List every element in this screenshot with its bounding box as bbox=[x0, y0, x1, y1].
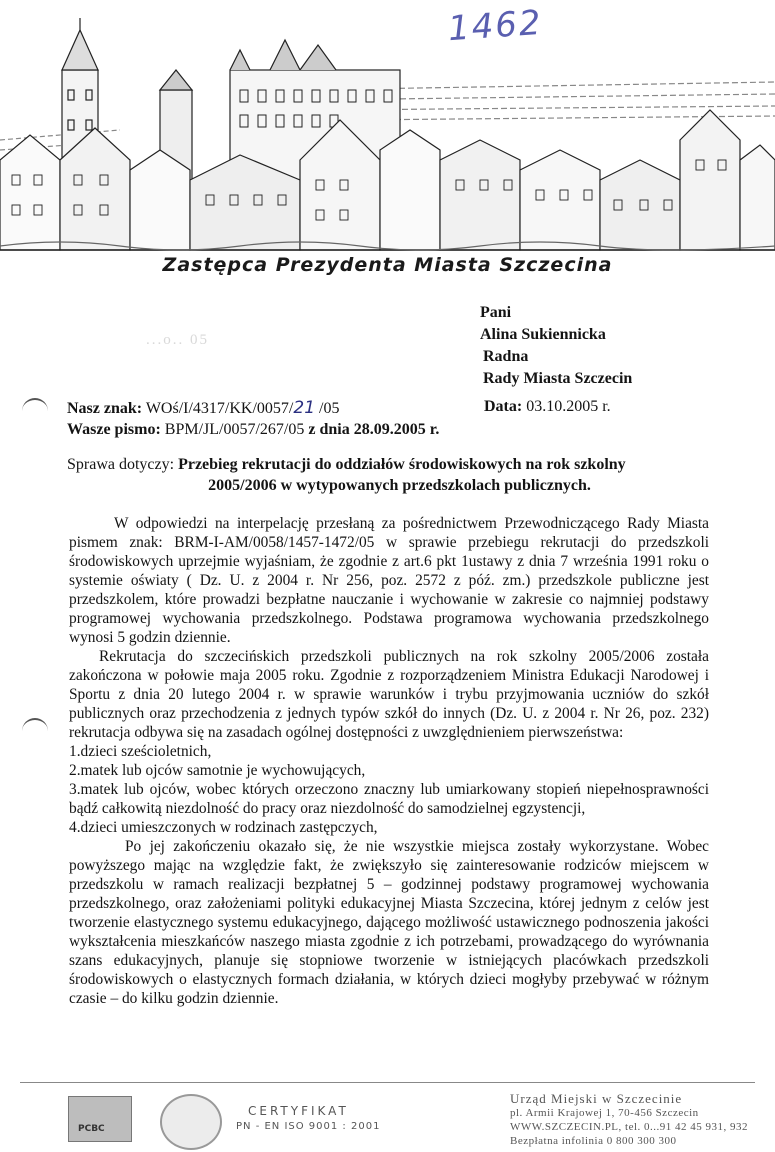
certificate-seal bbox=[160, 1094, 222, 1150]
address-line: WWW.SZCZECIN.PL, tel. 0...91 42 45 931, 932 bbox=[510, 1121, 749, 1133]
letter-date bbox=[484, 398, 611, 416]
recipient-block bbox=[480, 302, 632, 390]
certificate-title: CERTYFIKAT bbox=[248, 1104, 349, 1118]
recipient-line-4: Rady Miasta Szczecin bbox=[483, 370, 633, 387]
paragraph-3: Po jej zakończeniu okazało się, że nie wszystkie miejsca zostały wykorzystane. Wobec powyższego mając na względzie fakt, że zwiększyło się zainteresowanie rodziców miejscem w przedszkolu w ramach realizacji bezpłatnej 5 – godzinnej podstawy programowej wychowania przedszkolnego, oraz założeniami polityki edukacyjnej Miasta Szczecina, której jednym z celów jest tworzenie elastycznego systemu edukacyjnego, dającego możliwość ustawicznego podnoszenia jakości wykształcenia mieszkańców naszego miasta zgodnie z ich potrzebami, prowadzącego do wyrównania szans edukacyjnych, planuje się stopniowe tworzenie w istniejących placówkach przedszkoli środowiskowych o elastycznych formach działania, w których dzieci mogłyby przebywać w różnym czasie – do kilku godzin dziennie. bbox=[69, 838, 709, 1007]
your-reference-date-label: z dnia bbox=[308, 421, 350, 438]
your-reference-value: BPM/JL/0057/267/05 bbox=[164, 421, 305, 438]
our-reference-suffix: /05 bbox=[315, 400, 340, 417]
office-address bbox=[510, 1092, 748, 1148]
your-reference-date-value: 28.09.2005 r. bbox=[353, 421, 440, 438]
paragraph-1: W odpowiedzi na interpelację przesłaną za pośrednictwem Przewodniczącego Rady Miasta pismem znak: BRM-I-AM/0058/1457-1472/05 w sprawie przebiegu rekrutacji do przedszkoli środowiskowych uprzejmie wyjaśniam, że zgodnie z art.6 pkt 1ustawy z dnia 7 września 1991 roku o systemie oświaty ( Dz. U. z 2004 r. Nr 256, poz. 2572 z póź. zm.) przedszkole publiczne jest przedszkolem, które prowadzi bezpłatne nauczanie i wychowanie w zakresie co najmniej podstawy programowej wychowania przedszkolnego. Podstawa programowa wychowania przedszkolnego wynosi 5 godzin dziennie. bbox=[69, 515, 709, 646]
address-line: pl. Armii Krajowej 1, 70-456 Szczecin bbox=[510, 1107, 699, 1119]
letter-body bbox=[69, 514, 709, 1008]
reference-block bbox=[67, 398, 439, 440]
recipient-line-3: Radna bbox=[483, 348, 529, 365]
paragraph-2: Rekrutacja do szczecińskich przedszkoli publicznych na rok szkolny 2005/2006 została zakończona w połowie maja 2005 roku. Zgodnie z rozporządzeniem Ministra Edukacji Narodowej i Sportu z dnia 20 lutego 2004 r. w sprawie warunków i trybu przyjmowania uczniów do szkół publicznych oraz przechodzenia z jednych typów szkół do innych (Dz. U. z 2004 r. Nr 26, poz. 232) rekrutacja odbywa się na zasadach ogólnej dostępności z uwzględnieniem pierwszeństwa: bbox=[69, 648, 709, 741]
date-value: 03.10.2005 r. bbox=[526, 398, 611, 415]
date-label: Data: bbox=[484, 398, 523, 415]
subject-line-2: 2005/2006 w wytypowanych przedszkolach publicznych. bbox=[208, 477, 591, 494]
our-reference bbox=[67, 398, 439, 419]
footer-divider bbox=[20, 1082, 755, 1083]
address-line: Bezpłatna infolinia 0 800 300 300 bbox=[510, 1135, 677, 1147]
punch-hole bbox=[22, 398, 48, 414]
handwritten-number: 1462 bbox=[446, 2, 544, 50]
list-item: 2.matek lub ojców samotnie je wychowujących, bbox=[69, 762, 366, 779]
our-reference-value: WOś/I/4317/KK/0057/ bbox=[145, 400, 294, 417]
list-item: 1.dzieci sześcioletnich, bbox=[69, 743, 212, 760]
pcbc-label: PCBC bbox=[78, 1124, 105, 1134]
recipient-line-2: Alina Sukiennicka bbox=[480, 326, 606, 343]
punch-hole bbox=[22, 718, 48, 734]
subject-label: Sprawa dotyczy: bbox=[67, 456, 175, 473]
faded-stamp: ...o.. 05 bbox=[146, 332, 209, 348]
pcbc-logo bbox=[68, 1096, 132, 1142]
your-reference-label: Wasze pismo: bbox=[67, 421, 161, 438]
subject-line-1: Przebieg rekrutacji do oddziałów środowiskowych na rok szkolny bbox=[178, 456, 626, 473]
your-reference bbox=[67, 419, 439, 440]
certificate-standard: PN - EN ISO 9001 : 2001 bbox=[236, 1121, 381, 1132]
list-item: 4.dzieci umieszczonych w rodzinach zastępczych, bbox=[69, 819, 378, 836]
our-reference-label: Nasz znak: bbox=[67, 400, 143, 417]
our-reference-handwritten: 21 bbox=[293, 398, 316, 418]
city-skyline-illustration bbox=[0, 10, 775, 260]
list-item: 3.matek lub ojców, wobec których orzeczono znaczny lub umiarkowany stopień niepełnosprawności bądź całkowitą niezdolność do pracy oraz niezdolność do samodzielnej egzystencji, bbox=[69, 781, 709, 817]
address-line: Urząd Miejski w Szczecinie bbox=[510, 1091, 683, 1106]
recipient-line-1: Pani bbox=[480, 304, 512, 321]
office-title: Zastępca Prezydenta Miasta Szczecina bbox=[162, 254, 613, 276]
subject-block bbox=[67, 454, 692, 496]
